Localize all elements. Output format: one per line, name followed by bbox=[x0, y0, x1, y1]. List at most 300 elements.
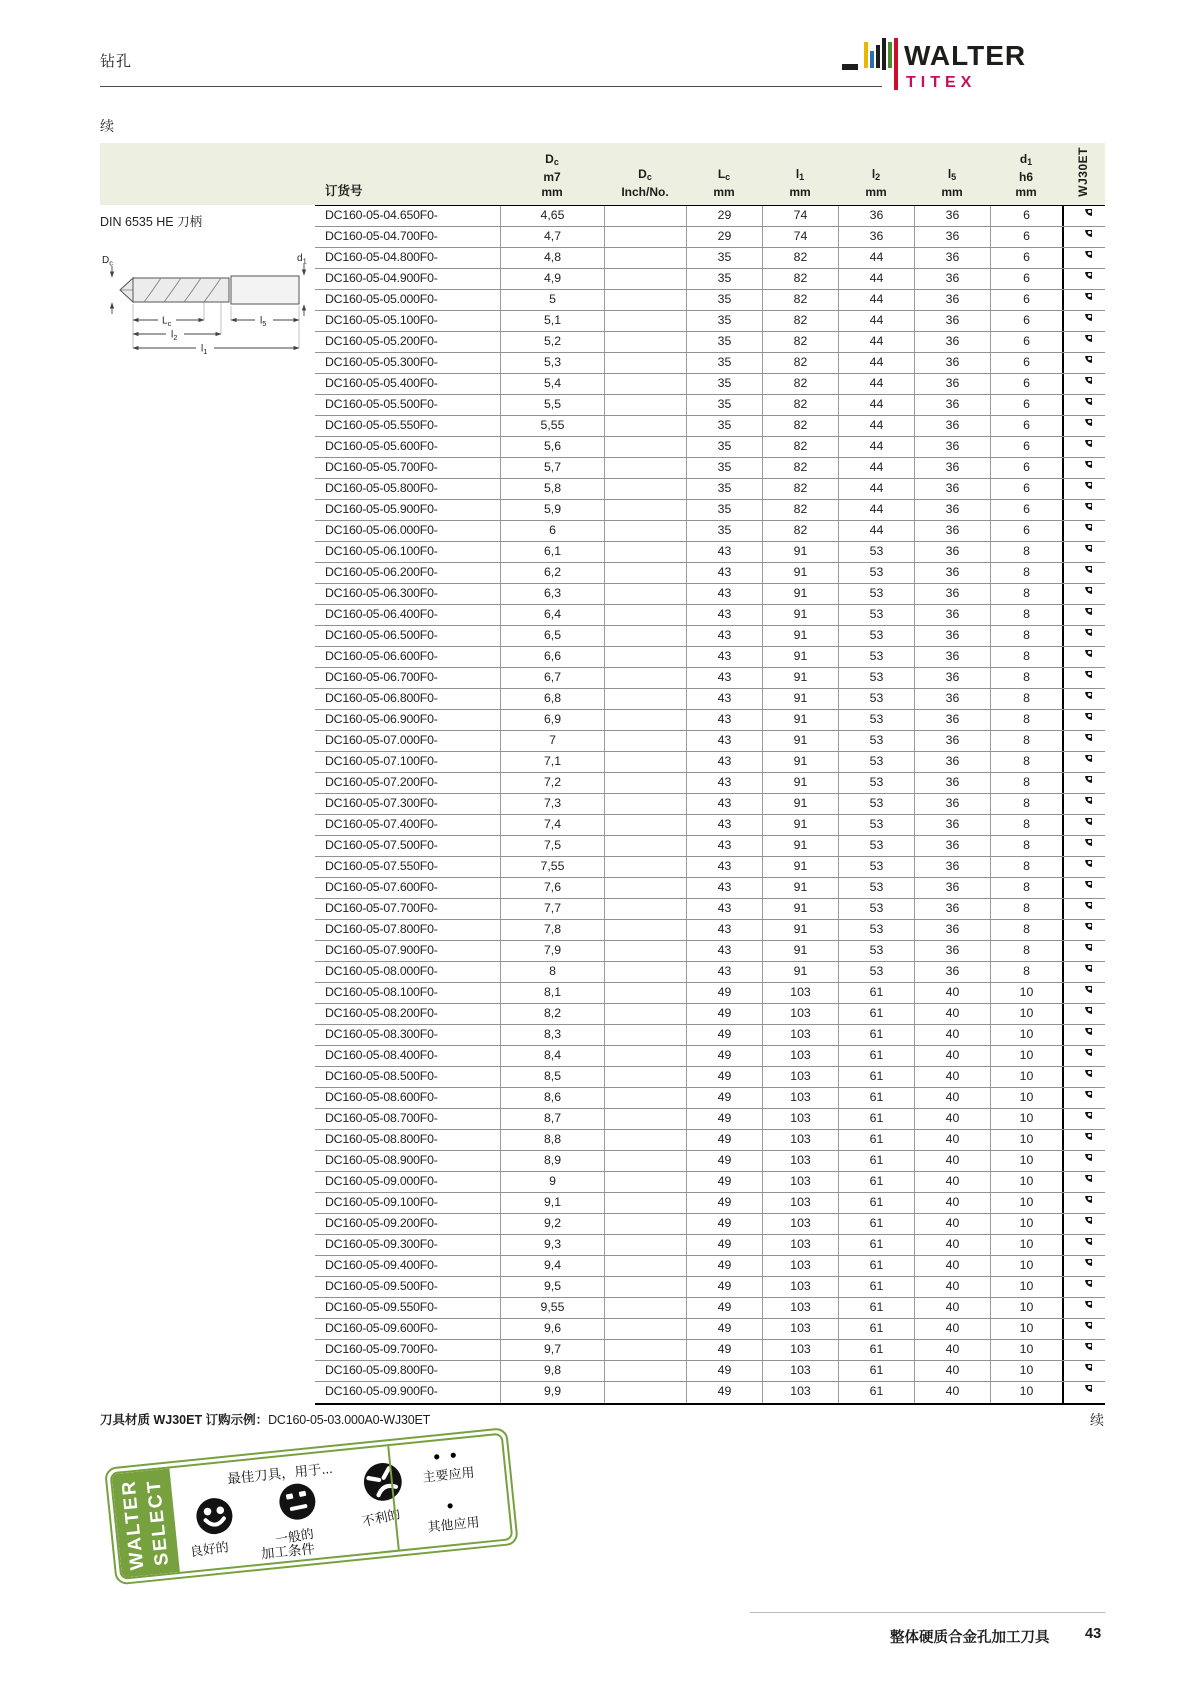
smiley-best-icon bbox=[1077, 713, 1092, 728]
dc-inch-cell bbox=[604, 1088, 686, 1108]
smiley-best-icon bbox=[1077, 209, 1092, 224]
order-number-cell: DC160-05-06.100F0- bbox=[325, 544, 438, 558]
dc-dim-label: $D_c$ bbox=[102, 255, 113, 268]
order-number-cell: DC160-05-09.000F0- bbox=[325, 1174, 438, 1188]
order-number-cell: DC160-05-05.100F0- bbox=[325, 313, 438, 327]
l2-cell: 44 bbox=[838, 458, 914, 478]
l5-cell: 40 bbox=[914, 1130, 990, 1150]
l2-cell: 61 bbox=[838, 1214, 914, 1234]
lc-cell: 49 bbox=[686, 1067, 762, 1087]
table-row bbox=[315, 1046, 1105, 1067]
lc-cell: 49 bbox=[686, 1361, 762, 1381]
table-row bbox=[315, 563, 1105, 584]
order-number-cell: DC160-05-05.300F0- bbox=[325, 355, 438, 369]
l5-cell: 36 bbox=[914, 773, 990, 793]
l2-cell: 44 bbox=[838, 248, 914, 268]
d1-cell: 8 bbox=[990, 689, 1062, 709]
lc-cell: 49 bbox=[686, 1340, 762, 1360]
dc-inch-cell bbox=[604, 311, 686, 331]
table-row bbox=[315, 1193, 1105, 1214]
l2-cell: 61 bbox=[838, 1319, 914, 1339]
order-number-cell: DC160-05-08.700F0- bbox=[325, 1111, 438, 1125]
other-app-label: 其他应用 bbox=[426, 1514, 481, 1535]
l1-cell: 91 bbox=[762, 605, 838, 625]
lc-cell: 43 bbox=[686, 920, 762, 940]
l1-cell: 103 bbox=[762, 1277, 838, 1297]
lc-dim-label: $L_c$ bbox=[162, 315, 172, 328]
dc-mm-cell: 4,7 bbox=[500, 227, 604, 247]
l1-cell: 82 bbox=[762, 248, 838, 268]
dc-mm-cell: 5,3 bbox=[500, 353, 604, 373]
l5-cell: 36 bbox=[914, 542, 990, 562]
order-number-cell: DC160-05-07.700F0- bbox=[325, 901, 438, 915]
l5-cell: 40 bbox=[914, 1382, 990, 1403]
grade-cell bbox=[1062, 1004, 1105, 1024]
col-header-l1: $l_1$ mm bbox=[789, 167, 811, 199]
d1-cell: 8 bbox=[990, 710, 1062, 730]
dc-mm-cell: 5,5 bbox=[500, 395, 604, 415]
order-number-cell: DC160-05-07.300F0- bbox=[325, 796, 438, 810]
smiley-best-icon bbox=[1077, 692, 1092, 707]
l5-cell: 40 bbox=[914, 1109, 990, 1129]
smiley-best-icon bbox=[1077, 314, 1092, 329]
drill-shank bbox=[231, 276, 299, 304]
dc-mm-cell: 6,1 bbox=[500, 542, 604, 562]
table-row bbox=[315, 836, 1105, 857]
drill-drawing-block bbox=[100, 212, 312, 362]
order-number-cell: DC160-05-05.900F0- bbox=[325, 502, 438, 516]
smiley-best-icon bbox=[1077, 1007, 1092, 1022]
l2-cell: 53 bbox=[838, 878, 914, 898]
lc-cell: 35 bbox=[686, 374, 762, 394]
l1-cell: 91 bbox=[762, 794, 838, 814]
dc-inch-cell bbox=[604, 920, 686, 940]
order-number-cell: DC160-05-06.000F0- bbox=[325, 523, 438, 537]
lc-cell: 35 bbox=[686, 311, 762, 331]
order-number-cell: DC160-05-05.200F0- bbox=[325, 334, 438, 348]
table-row bbox=[315, 1382, 1105, 1403]
dc-mm-cell: 5,55 bbox=[500, 416, 604, 436]
l1-cell: 91 bbox=[762, 962, 838, 982]
table-row bbox=[315, 626, 1105, 647]
l2-cell: 61 bbox=[838, 1109, 914, 1129]
lc-cell: 43 bbox=[686, 689, 762, 709]
l1-cell: 91 bbox=[762, 563, 838, 583]
smiley-best-icon bbox=[1077, 965, 1092, 980]
d1-cell: 6 bbox=[990, 458, 1062, 478]
l2-cell: 53 bbox=[838, 899, 914, 919]
l5-cell: 40 bbox=[914, 1193, 990, 1213]
l5-cell: 36 bbox=[914, 290, 990, 310]
l5-cell: 40 bbox=[914, 1172, 990, 1192]
smiley-best-icon bbox=[1077, 1385, 1092, 1400]
l5-cell: 36 bbox=[914, 794, 990, 814]
grade-cell bbox=[1062, 521, 1105, 541]
dc-mm-cell: 8,1 bbox=[500, 983, 604, 1003]
grade-cell bbox=[1062, 437, 1105, 457]
l1-cell: 82 bbox=[762, 521, 838, 541]
l5-cell: 36 bbox=[914, 626, 990, 646]
l5-cell: 36 bbox=[914, 395, 990, 415]
lc-cell: 35 bbox=[686, 479, 762, 499]
l2-cell: 61 bbox=[838, 1004, 914, 1024]
dc-mm-cell: 5,9 bbox=[500, 500, 604, 520]
lc-cell: 43 bbox=[686, 584, 762, 604]
continued-label-top: 续 bbox=[100, 118, 114, 134]
order-number-cell: DC160-05-07.000F0- bbox=[325, 733, 438, 747]
order-number-cell: DC160-05-09.400F0- bbox=[325, 1258, 438, 1272]
badge-outer-border bbox=[104, 1427, 519, 1585]
lc-cell: 35 bbox=[686, 395, 762, 415]
smiley-best-icon bbox=[1077, 482, 1092, 497]
order-number-cell: DC160-05-08.300F0- bbox=[325, 1027, 438, 1041]
dc-mm-cell: 8,6 bbox=[500, 1088, 604, 1108]
lc-cell: 43 bbox=[686, 710, 762, 730]
d1-cell: 10 bbox=[990, 1235, 1062, 1255]
order-number-cell: DC160-05-07.100F0- bbox=[325, 754, 438, 768]
l1-dim-label: $l_1$ bbox=[201, 343, 208, 356]
lc-cell: 43 bbox=[686, 794, 762, 814]
dc-mm-cell: 6,6 bbox=[500, 647, 604, 667]
d1-cell: 8 bbox=[990, 731, 1062, 751]
dc-inch-cell bbox=[604, 563, 686, 583]
dc-inch-cell bbox=[604, 1130, 686, 1150]
order-number-cell: DC160-05-06.800F0- bbox=[325, 691, 438, 705]
lc-cell: 43 bbox=[686, 836, 762, 856]
grade-cell bbox=[1062, 1214, 1105, 1234]
table-header bbox=[100, 143, 1105, 205]
order-number-cell: DC160-05-06.300F0- bbox=[325, 586, 438, 600]
grade-cell bbox=[1062, 1130, 1105, 1150]
grade-cell bbox=[1062, 1277, 1105, 1297]
l1-cell: 91 bbox=[762, 773, 838, 793]
d1-cell: 6 bbox=[990, 374, 1062, 394]
table-row bbox=[315, 794, 1105, 815]
l1-cell: 74 bbox=[762, 227, 838, 247]
l1-cell: 103 bbox=[762, 1361, 838, 1381]
l5-cell: 40 bbox=[914, 1235, 990, 1255]
grade-cell bbox=[1062, 920, 1105, 940]
l1-cell: 82 bbox=[762, 269, 838, 289]
grade-cell bbox=[1062, 962, 1105, 982]
table-row bbox=[315, 647, 1105, 668]
d1-cell: 8 bbox=[990, 584, 1062, 604]
smiley-best-icon bbox=[1077, 1238, 1092, 1253]
dc-inch-cell bbox=[604, 857, 686, 877]
l2-cell: 61 bbox=[838, 1025, 914, 1045]
smiley-best-icon bbox=[1077, 1112, 1092, 1127]
lc-cell: 35 bbox=[686, 353, 762, 373]
l5-cell: 36 bbox=[914, 752, 990, 772]
grade-cell bbox=[1062, 584, 1105, 604]
order-number-cell: DC160-05-09.500F0- bbox=[325, 1279, 438, 1293]
smiley-best-icon bbox=[1077, 1301, 1092, 1316]
grade-cell bbox=[1062, 752, 1105, 772]
order-number-cell: DC160-05-07.500F0- bbox=[325, 838, 438, 852]
dc-mm-cell: 6,7 bbox=[500, 668, 604, 688]
l1-cell: 82 bbox=[762, 395, 838, 415]
l5-cell: 36 bbox=[914, 962, 990, 982]
dc-inch-cell bbox=[604, 1172, 686, 1192]
dc-mm-cell: 6,4 bbox=[500, 605, 604, 625]
l1-cell: 82 bbox=[762, 374, 838, 394]
dc-inch-cell bbox=[604, 794, 686, 814]
order-number-cell: DC160-05-08.500F0- bbox=[325, 1069, 438, 1083]
table-row bbox=[315, 542, 1105, 563]
l1-cell: 103 bbox=[762, 1235, 838, 1255]
order-number-cell: DC160-05-09.300F0- bbox=[325, 1237, 438, 1251]
smiley-best-icon bbox=[1077, 734, 1092, 749]
grade-cell bbox=[1062, 1361, 1105, 1381]
d1-cell: 8 bbox=[990, 815, 1062, 835]
d1-cell: 8 bbox=[990, 773, 1062, 793]
dc-inch-cell bbox=[604, 1277, 686, 1297]
d1-cell: 6 bbox=[990, 206, 1062, 226]
dc-inch-cell bbox=[604, 815, 686, 835]
smiley-best-icon bbox=[1077, 461, 1092, 476]
l5-cell: 36 bbox=[914, 248, 990, 268]
page-title: 钻孔 bbox=[100, 53, 133, 70]
grade-cell bbox=[1062, 689, 1105, 709]
dc-inch-cell bbox=[604, 962, 686, 982]
l2-cell: 53 bbox=[838, 563, 914, 583]
order-number-cell: DC160-05-08.900F0- bbox=[325, 1153, 438, 1167]
grade-cell bbox=[1062, 1109, 1105, 1129]
table-row bbox=[315, 668, 1105, 689]
logo-bar-black1 bbox=[876, 45, 880, 68]
grade-cell bbox=[1062, 206, 1105, 226]
dc-mm-cell: 8,4 bbox=[500, 1046, 604, 1066]
dc-inch-cell bbox=[604, 584, 686, 604]
table-row bbox=[315, 395, 1105, 416]
l1-cell: 91 bbox=[762, 731, 838, 751]
order-number-cell: DC160-05-09.900F0- bbox=[325, 1384, 438, 1398]
dc-mm-cell: 6,8 bbox=[500, 689, 604, 709]
l2-cell: 53 bbox=[838, 941, 914, 961]
order-number-cell: DC160-05-08.000F0- bbox=[325, 964, 438, 978]
l1-cell: 103 bbox=[762, 1298, 838, 1318]
l1-cell: 91 bbox=[762, 668, 838, 688]
l2-cell: 44 bbox=[838, 521, 914, 541]
dc-inch-cell bbox=[604, 689, 686, 709]
dc-mm-cell: 7,8 bbox=[500, 920, 604, 940]
l5-cell: 40 bbox=[914, 1277, 990, 1297]
l2-cell: 44 bbox=[838, 332, 914, 352]
order-number-cell: DC160-05-05.800F0- bbox=[325, 481, 438, 495]
d1-cell: 10 bbox=[990, 1382, 1062, 1403]
l2-cell: 44 bbox=[838, 269, 914, 289]
dc-mm-cell: 7,5 bbox=[500, 836, 604, 856]
l1-cell: 103 bbox=[762, 1067, 838, 1087]
order-number-header: 订货号 bbox=[325, 184, 363, 198]
smiley-best-icon bbox=[1077, 1196, 1092, 1211]
l1-cell: 82 bbox=[762, 290, 838, 310]
l5-cell: 36 bbox=[914, 311, 990, 331]
smiley-best-icon bbox=[1077, 545, 1092, 560]
dc-mm-cell: 7,55 bbox=[500, 857, 604, 877]
l5-cell: 36 bbox=[914, 374, 990, 394]
smiley-best-icon bbox=[1077, 860, 1092, 875]
l2-cell: 53 bbox=[838, 626, 914, 646]
dc-inch-cell bbox=[604, 227, 686, 247]
lc-cell: 49 bbox=[686, 1109, 762, 1129]
badge-title: 最佳刀具，用于... bbox=[226, 1460, 334, 1487]
smiley-best-icon bbox=[1077, 650, 1092, 665]
lc-cell: 29 bbox=[686, 206, 762, 226]
d1-cell: 8 bbox=[990, 563, 1062, 583]
grade-cell bbox=[1062, 500, 1105, 520]
smiley-best-icon bbox=[1077, 1133, 1092, 1148]
smiley-best-icon bbox=[1077, 629, 1092, 644]
l1-cell: 103 bbox=[762, 1025, 838, 1045]
smiley-best-icon bbox=[1077, 608, 1092, 623]
grade-cell bbox=[1062, 626, 1105, 646]
logo-dash bbox=[842, 64, 858, 70]
l2-cell: 53 bbox=[838, 647, 914, 667]
table-row bbox=[315, 1214, 1105, 1235]
grade-cell bbox=[1062, 857, 1105, 877]
l1-cell: 91 bbox=[762, 626, 838, 646]
l1-cell: 103 bbox=[762, 1109, 838, 1129]
l2-cell: 61 bbox=[838, 1340, 914, 1360]
dc-inch-cell bbox=[604, 1361, 686, 1381]
l1-cell: 82 bbox=[762, 311, 838, 331]
lc-cell: 43 bbox=[686, 857, 762, 877]
smiley-best-icon bbox=[1077, 1091, 1092, 1106]
l5-cell: 36 bbox=[914, 941, 990, 961]
badge-side-word-1: WALTER bbox=[117, 1478, 148, 1571]
l1-cell: 91 bbox=[762, 542, 838, 562]
d1-cell: 8 bbox=[990, 668, 1062, 688]
order-number-cell: DC160-05-07.550F0- bbox=[325, 859, 438, 873]
l2-cell: 53 bbox=[838, 773, 914, 793]
dc-mm-cell: 5,7 bbox=[500, 458, 604, 478]
lc-cell: 49 bbox=[686, 1046, 762, 1066]
d1-cell: 10 bbox=[990, 1046, 1062, 1066]
order-number-cell: DC160-05-09.100F0- bbox=[325, 1195, 438, 1209]
l5-cell: 40 bbox=[914, 1256, 990, 1276]
order-number-cell: DC160-05-05.600F0- bbox=[325, 439, 438, 453]
dc-mm-cell: 7,6 bbox=[500, 878, 604, 898]
d1-cell: 10 bbox=[990, 983, 1062, 1003]
table-row bbox=[315, 500, 1105, 521]
dc-inch-cell bbox=[604, 521, 686, 541]
table-row bbox=[315, 374, 1105, 395]
dc-mm-cell: 6 bbox=[500, 521, 604, 541]
dc-inch-cell bbox=[604, 206, 686, 226]
l5-cell: 36 bbox=[914, 227, 990, 247]
dc-inch-cell bbox=[604, 458, 686, 478]
logo-subbrand-text: TITEX bbox=[906, 74, 977, 91]
order-number-cell: DC160-05-06.700F0- bbox=[325, 670, 438, 684]
l5-cell: 40 bbox=[914, 1340, 990, 1360]
l1-cell: 103 bbox=[762, 1088, 838, 1108]
table-row bbox=[315, 983, 1105, 1004]
smiley-best-icon bbox=[1077, 1175, 1092, 1190]
d1-cell: 10 bbox=[990, 1109, 1062, 1129]
lc-cell: 49 bbox=[686, 1004, 762, 1024]
l2-cell: 61 bbox=[838, 1256, 914, 1276]
l2-cell: 44 bbox=[838, 374, 914, 394]
lc-cell: 49 bbox=[686, 1382, 762, 1403]
order-number-cell: DC160-05-06.200F0- bbox=[325, 565, 438, 579]
dc-inch-cell bbox=[604, 773, 686, 793]
order-number-cell: DC160-05-05.500F0- bbox=[325, 397, 438, 411]
lc-cell: 35 bbox=[686, 437, 762, 457]
l1-cell: 91 bbox=[762, 647, 838, 667]
note-example-order: DC160-05-03.000A0-WJ30ET bbox=[268, 1413, 431, 1427]
lc-cell: 49 bbox=[686, 1025, 762, 1045]
dc-inch-cell bbox=[604, 878, 686, 898]
smiley-best-icon bbox=[1077, 1217, 1092, 1232]
l1-cell: 91 bbox=[762, 941, 838, 961]
d1-cell: 8 bbox=[990, 857, 1062, 877]
grade-cell bbox=[1062, 1256, 1105, 1276]
l2-cell: 53 bbox=[838, 542, 914, 562]
l1-cell: 82 bbox=[762, 332, 838, 352]
l2-cell: 53 bbox=[838, 857, 914, 877]
l2-cell: 61 bbox=[838, 983, 914, 1003]
table-row bbox=[315, 605, 1105, 626]
l1-cell: 103 bbox=[762, 1382, 838, 1403]
dc-mm-cell: 4,65 bbox=[500, 206, 604, 226]
l2-cell: 61 bbox=[838, 1361, 914, 1381]
drill-diagram bbox=[100, 232, 312, 358]
col-header-d1: $d_1$ h6 mm bbox=[1015, 152, 1037, 199]
table-row bbox=[315, 1004, 1105, 1025]
table-row bbox=[315, 962, 1105, 983]
d1-cell: 10 bbox=[990, 1319, 1062, 1339]
dc-mm-cell: 4,9 bbox=[500, 269, 604, 289]
table-row bbox=[315, 1067, 1105, 1088]
order-number-cell: DC160-05-05.700F0- bbox=[325, 460, 438, 474]
smiley-best-icon bbox=[1077, 1280, 1092, 1295]
grade-cell bbox=[1062, 290, 1105, 310]
l2-cell: 53 bbox=[838, 815, 914, 835]
dc-mm-cell: 7,7 bbox=[500, 899, 604, 919]
smiley-best-icon bbox=[1077, 398, 1092, 413]
continued-label-bottom: 续 bbox=[1090, 1412, 1104, 1428]
l2-cell: 53 bbox=[838, 605, 914, 625]
l5-cell: 40 bbox=[914, 1214, 990, 1234]
l5-cell: 40 bbox=[914, 1088, 990, 1108]
l2-cell: 44 bbox=[838, 437, 914, 457]
l5-cell: 36 bbox=[914, 206, 990, 226]
l2-cell: 61 bbox=[838, 1130, 914, 1150]
l2-cell: 53 bbox=[838, 668, 914, 688]
dc-inch-cell bbox=[604, 626, 686, 646]
smiley-best-icon bbox=[1077, 755, 1092, 770]
order-number-cell: DC160-05-06.600F0- bbox=[325, 649, 438, 663]
l2-cell: 53 bbox=[838, 731, 914, 751]
order-number-cell: DC160-05-04.800F0- bbox=[325, 250, 438, 264]
l5-cell: 36 bbox=[914, 710, 990, 730]
l5-cell: 36 bbox=[914, 836, 990, 856]
dc-mm-cell: 8,3 bbox=[500, 1025, 604, 1045]
grade-cell bbox=[1062, 1088, 1105, 1108]
grade-cell bbox=[1062, 269, 1105, 289]
grade-cell bbox=[1062, 878, 1105, 898]
d1-cell: 10 bbox=[990, 1214, 1062, 1234]
dc-inch-cell bbox=[604, 731, 686, 751]
grade-cell bbox=[1062, 605, 1105, 625]
l1-cell: 82 bbox=[762, 437, 838, 457]
d1-cell: 6 bbox=[990, 521, 1062, 541]
l5-cell: 36 bbox=[914, 815, 990, 835]
dc-inch-cell bbox=[604, 1235, 686, 1255]
grade-cell bbox=[1062, 1235, 1105, 1255]
grade-cell bbox=[1062, 1319, 1105, 1339]
